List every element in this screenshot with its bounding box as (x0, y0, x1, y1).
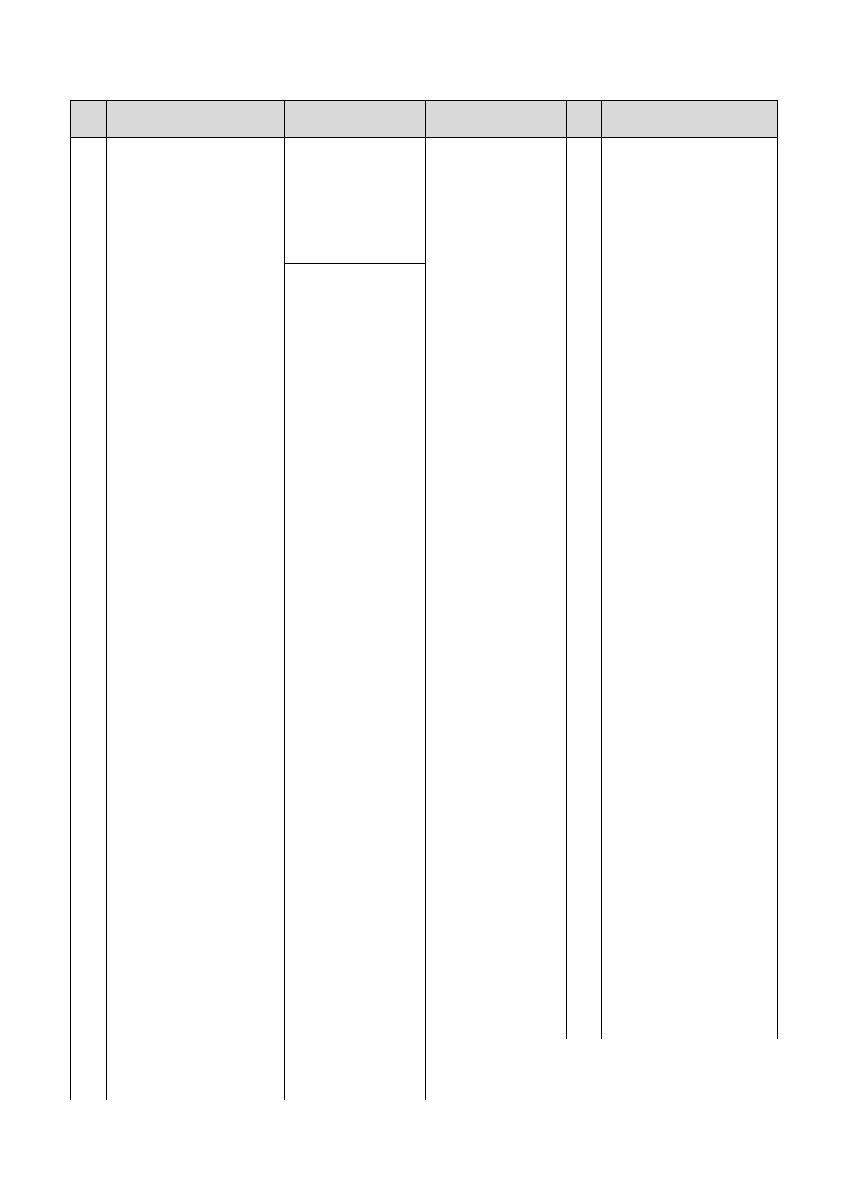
header-bottom-border (70, 137, 778, 138)
kada-divider (284, 263, 426, 264)
col-border-kituo (425, 100, 426, 1100)
col-border-kada (284, 100, 285, 1100)
col-border-na (70, 100, 71, 1100)
col-border-right (777, 100, 778, 1039)
table-header (70, 101, 777, 137)
table-top-border (70, 100, 778, 101)
col-border-mamlaka (106, 100, 107, 1100)
col-border-majina (601, 100, 602, 1039)
col-border-na-count (566, 100, 567, 1039)
